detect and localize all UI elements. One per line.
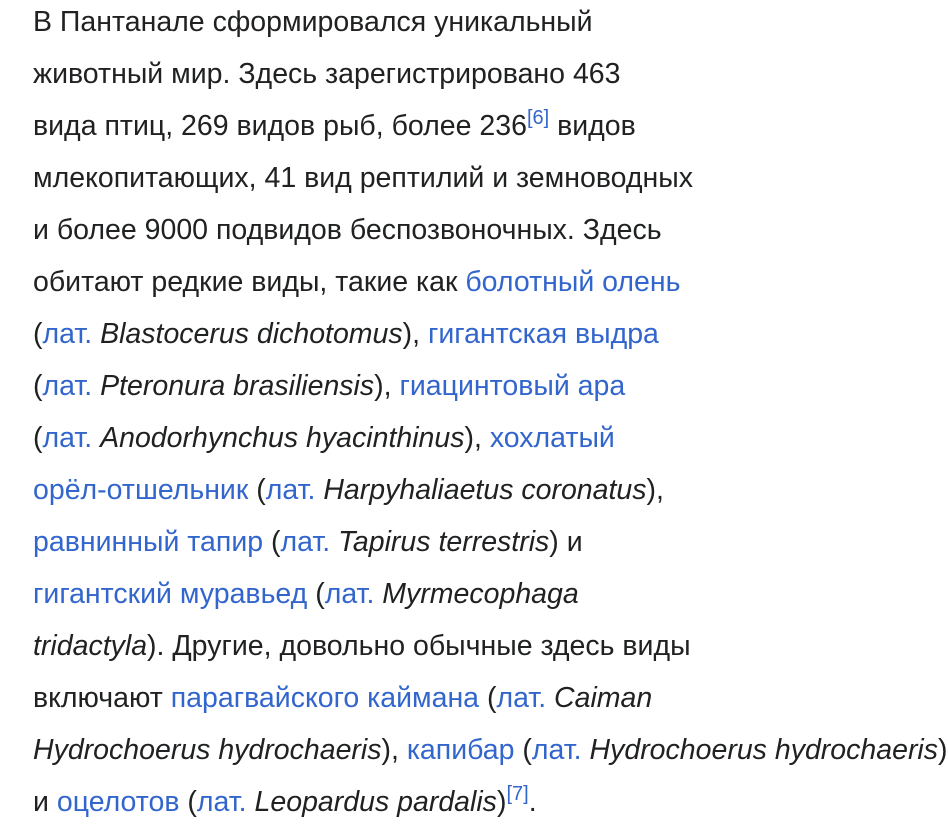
link-latin[interactable]: лат. [265, 474, 316, 506]
link-latin[interactable]: лат. [496, 682, 547, 714]
text-line [33, 314, 659, 354]
text: ( [33, 422, 43, 454]
reference-link[interactable]: [6] [526, 107, 550, 129]
text: ( [479, 682, 497, 714]
text-line [33, 158, 693, 198]
text: вида птиц, 269 видов рыб, более 236 [33, 110, 527, 142]
text-line [33, 470, 664, 510]
text: млекопитающих, 41 вид рептилий и земноводных [33, 162, 693, 194]
link-ocelot[interactable]: оцелотов [56, 786, 180, 818]
text: ), [402, 318, 428, 350]
text: ). Другие, довольно обычные здесь виды [147, 630, 691, 662]
scientific-name: Hydrochoerus hydrochaeris [33, 734, 382, 766]
link-giant-otter[interactable]: гигантская выдра [427, 318, 659, 350]
text: ( [33, 318, 43, 350]
text: и [33, 786, 57, 818]
reference-link[interactable]: [7] [506, 783, 529, 805]
scientific-name: Harpyhaliaetus coronatus [315, 474, 647, 506]
scientific-name: Blastocerus dichotomus [92, 318, 403, 350]
text: ), [646, 474, 664, 506]
reference-6[interactable] [527, 107, 549, 129]
link-swamp-deer[interactable]: болотный олень [465, 266, 681, 298]
text-line [33, 2, 593, 42]
link-latin[interactable]: лат. [280, 526, 331, 558]
text-line [33, 366, 625, 406]
text: обитают редкие виды, такие как [33, 266, 466, 298]
text: ), [464, 422, 490, 454]
link-crowned-eagle[interactable]: хохлатый [489, 422, 615, 454]
text: ( [514, 734, 532, 766]
text: ( [307, 578, 325, 610]
scientific-name: Caiman [546, 682, 653, 714]
text: ( [248, 474, 266, 506]
link-latin[interactable]: лат. [196, 786, 247, 818]
scientific-name: Leopardus pardalis [246, 786, 497, 818]
text: и более 9000 подвидов беспозвоночных. Здесь [33, 214, 662, 246]
link-latin[interactable]: лат. [42, 370, 93, 402]
scientific-name: Tapirus terrestris [330, 526, 550, 558]
link-giant-anteater[interactable]: гигантский муравьед [33, 578, 308, 610]
link-lowland-tapir[interactable]: равнинный тапир [33, 526, 264, 558]
text: . [528, 786, 537, 818]
text-line [33, 626, 691, 666]
link-latin[interactable]: лат. [42, 422, 93, 454]
scientific-name: Pteronura brasiliensis [92, 370, 375, 402]
scientific-name: Hydrochoerus hydrochaeris [581, 734, 939, 766]
text-line [33, 418, 615, 458]
text-line [33, 782, 537, 822]
text: ), [381, 734, 407, 766]
text-line [33, 678, 652, 718]
link-capybara[interactable]: капибар [406, 734, 515, 766]
link-hyacinth-macaw[interactable]: гиацинтовый ара [399, 370, 626, 402]
text: ) [496, 786, 507, 818]
link-latin[interactable]: лат. [324, 578, 375, 610]
link-yacare-caiman[interactable]: парагвайского каймана [170, 682, 480, 714]
text-line [33, 210, 662, 250]
scientific-name: Anodorhynchus hyacinthinus [92, 422, 465, 454]
text-line [33, 54, 621, 94]
text-line [33, 730, 948, 770]
text: видов [549, 110, 636, 142]
scientific-name: tridactyla [33, 630, 148, 662]
text: ), [374, 370, 400, 402]
scientific-name: Myrmecophaga [374, 578, 579, 610]
text: В Пантанале сформировался уникальный [33, 6, 593, 38]
reference-7[interactable] [506, 783, 528, 805]
text-line [33, 574, 579, 614]
text-line [33, 106, 636, 146]
text-line [33, 262, 680, 302]
text: включают [33, 682, 171, 714]
link-crowned-eagle-cont[interactable]: орёл-отшельник [33, 474, 249, 506]
text: ) [938, 734, 948, 766]
text: ( [179, 786, 197, 818]
text: животный мир. Здесь зарегистрировано 463 [33, 58, 621, 90]
text: ( [33, 370, 43, 402]
link-latin[interactable]: лат. [42, 318, 93, 350]
text-line [33, 522, 583, 562]
link-latin[interactable]: лат. [531, 734, 582, 766]
text: ( [263, 526, 281, 558]
text: ) и [549, 526, 583, 558]
